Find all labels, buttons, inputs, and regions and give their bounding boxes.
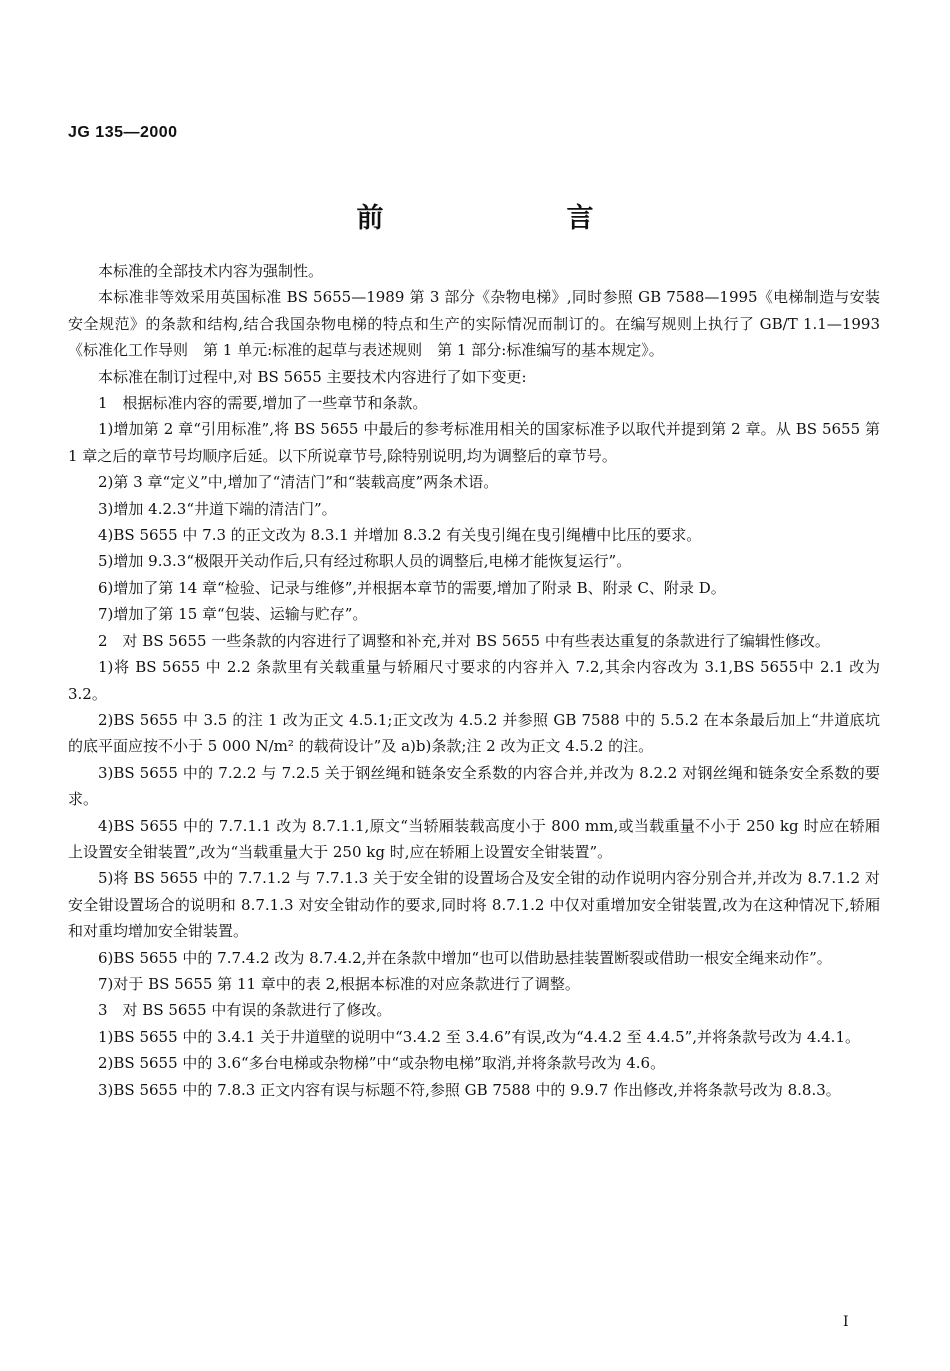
paragraph: 2)第 3 章“定义”中,增加了“清洁门”和“装载高度”两条术语。 [98, 473, 499, 492]
paragraph: 3 对 BS 5655 中有误的条款进行了修改。 [98, 1001, 392, 1020]
preface-body [68, 258, 880, 1103]
page-title: 前 言 [356, 203, 672, 234]
paragraph: 2)BS 5655 中 3.5 的注 1 改为正文 4.5.1;正文改为 4.5.2 并参照 GB 7588 中的 5.5.2 在本条最后加上“井道底坑的底平面应按不小于 5 000 N/m² 的载荷设计”及 a)b)条款;注 2 改为正文 4.5.2 的注。 [68, 710, 880, 756]
paragraph: 3)BS 5655 中的 7.2.2 与 7.2.5 关于钢丝绳和链条安全系数的内容合并,并改为 8.2.2 对钢丝绳和链条安全系数的要求。 [68, 763, 880, 809]
paragraph: 4)BS 5655 中 7.3 的正文改为 8.3.1 并增加 8.3.2 有关曳引绳在曳引绳槽中比压的要求。 [98, 526, 702, 545]
paragraph: 3)BS 5655 中的 7.8.3 正文内容有误与标题不符,参照 GB 7588 中的 9.9.7 作出修改,并将条款号改为 8.8.3。 [98, 1080, 841, 1099]
paragraph: 1)将 BS 5655 中 2.2 条款里有关载重量与轿厢尺寸要求的内容并入 7.2,其余内容改为 3.1,BS 5655中 2.1 改为 3.2。 [68, 658, 880, 703]
paragraph: 6)BS 5655 中的 7.7.4.2 改为 8.7.4.2,并在条款中增加“也可以借助悬挂装置断裂或借助一根安全绳来动作”。 [98, 948, 832, 967]
page-number: I [843, 1314, 849, 1330]
paragraph: 6)增加了第 14 章“检验、记录与维修”,并根据本章节的需要,增加了附录 B、附录 C、附录 D。 [98, 578, 726, 597]
paragraph: 2 对 BS 5655 一些条款的内容进行了调整和补充,并对 BS 5655 中有些表达重复的条款进行了编辑性修改。 [98, 631, 830, 650]
paragraph: 本标准非等效采用英国标准 BS 5655—1989 第 3 部分《杂物电梯》,同时参照 GB 7588—1995《电梯制造与安装安全规范》的条款和结构,结合我国杂物电梯的特点和生产的实际情况而制订的。在编写规则上执行了 GB/T 1.1—1993《标准化工作导则 第 1 单元:标准的起草与表述规则 第 1 部分:标准编写的基本规定》。 [68, 288, 880, 360]
standard-code: JG 135—2000 [68, 124, 178, 141]
paragraph: 7)对于 BS 5655 第 11 章中的表 2,根据本标准的对应条款进行了调整。 [98, 974, 580, 993]
paragraph: 2)BS 5655 中的 3.6“多台电梯或杂物梯”中“或杂物电梯”取消,并将条款号改为 4.6。 [98, 1054, 666, 1073]
paragraph: 5)将 BS 5655 中的 7.7.1.2 与 7.7.1.3 关于安全钳的设置场合及安全钳的动作说明内容分别合并,并改为 8.7.1.2 对安全钳设置场合的说明和 8.7.1.3 对安全钳动作的要求,同时将 8.7.1.2 中仅对重增加安全钳装置,改为在这种情况下,轿厢和对重均增加安全钳装置。 [68, 869, 880, 941]
paragraph: 1)BS 5655 中的 3.4.1 关于井道壁的说明中“3.4.2 至 3.4.6”有误,改为“4.4.2 至 4.4.5”,并将条款号改为 4.4.1。 [98, 1027, 860, 1046]
paragraph: 1 根据标准内容的需要,增加了一些章节和条款。 [98, 394, 428, 413]
paragraph: 1)增加第 2 章“引用标准”,将 BS 5655 中最后的参考标准用相关的国家标准予以取代并提到第 2 章。从 BS 5655 第 1 章之后的章节号均顺序后延。以下所说章节号,除特别说明,均为调整后的章节号。 [68, 420, 880, 465]
paragraph: 4)BS 5655 中的 7.7.1.1 改为 8.7.1.1,原文“当轿厢装载高度小于 800 mm,或当载重量不小于 250 kg 时应在轿厢上设置安全钳装置”,改为“当载重量大于 250 kg 时,应在轿厢上设置安全钳装置”。 [68, 816, 880, 861]
paragraph: 3)增加 4.2.3“井道下端的清洁门”。 [98, 499, 337, 518]
paragraph: 本标准的全部技术内容为强制性。 [98, 262, 324, 280]
paragraph: 本标准在制订过程中,对 BS 5655 主要技术内容进行了如下变更: [98, 367, 527, 386]
paragraph: 5)增加 9.3.3“极限开关动作后,只有经过称职人员的调整后,电梯才能恢复运行”。 [98, 552, 632, 571]
paragraph: 7)增加了第 15 章“包装、运输与贮存”。 [98, 605, 368, 624]
